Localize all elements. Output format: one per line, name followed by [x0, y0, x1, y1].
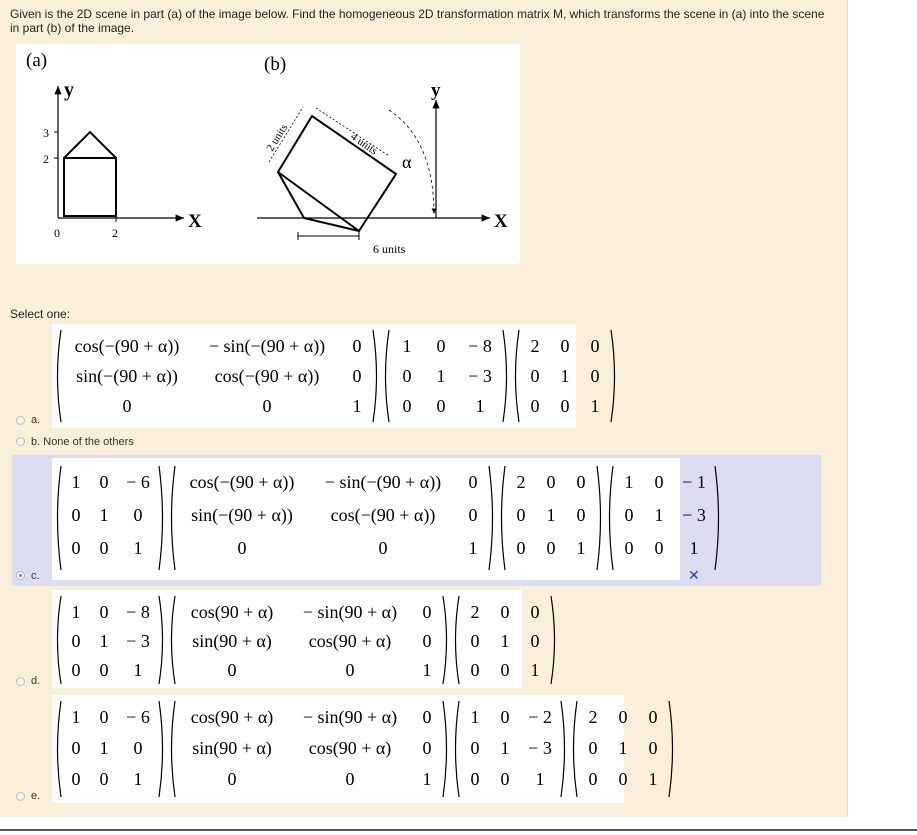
- a-tick-3: 3: [43, 126, 49, 140]
- b-label-4units: 4 units: [348, 130, 380, 158]
- option-e-matrix: [52, 695, 658, 803]
- bottom-divider: [0, 829, 917, 831]
- d-m3-cell-1-0: 0: [470, 631, 480, 651]
- c-m4-cell-2-2: 1: [689, 538, 699, 558]
- a-m1-left-bracket: [58, 330, 62, 422]
- rotated-house-body: [278, 116, 396, 231]
- d-m2-right-bracket: [443, 596, 447, 684]
- d-m1-right-bracket: [159, 596, 163, 684]
- c-m4-cell-0-0: 1: [624, 472, 634, 492]
- a-m2-cell-1-1: 1: [436, 366, 446, 386]
- e-m4-cell-2-2: 1: [648, 769, 658, 789]
- option-b-text[interactable]: [31, 436, 134, 448]
- c-m2-cell-1-1: cos(−(90 + α)): [330, 505, 436, 525]
- e-m1-cell-1-2: 0: [133, 738, 143, 758]
- c-m3-cell-1-2: 0: [576, 505, 586, 525]
- d-m1-cell-2-1: 0: [99, 660, 109, 680]
- e-m1-cell-2-2: 1: [133, 769, 143, 789]
- option-c-matrix: [52, 458, 706, 580]
- a-m2-cell-0-1: 0: [436, 336, 446, 356]
- a-m1-cell-2-1: 0: [262, 396, 272, 416]
- c-m3-cell-2-0: 0: [516, 538, 526, 558]
- a-m2-cell-2-0: 0: [402, 396, 412, 416]
- d-m1-left-bracket: [58, 596, 62, 684]
- a-y-label: y: [64, 79, 74, 101]
- incorrect-icon: ✕: [688, 567, 700, 583]
- d-m3-left-bracket: [456, 596, 460, 684]
- c-m4-cell-1-1: 1: [654, 505, 664, 525]
- a-m1-cell-0-0: cos(−(90 + α)): [74, 336, 180, 356]
- d-m3-cell-2-1: 0: [500, 660, 510, 680]
- c-m1-right-bracket: [159, 466, 163, 570]
- e-m2-left-bracket: [172, 701, 176, 797]
- a-tick-x0: 0: [54, 226, 60, 240]
- c-m2-cell-1-0: sin(−(90 + α)): [191, 505, 293, 525]
- a-m1-cell-1-0: sin(−(90 + α)): [76, 366, 178, 386]
- e-m4-left-bracket: [574, 701, 578, 797]
- option-d-formula: [52, 590, 540, 688]
- b-x-label: X: [494, 211, 508, 232]
- e-m2-cell-2-0: 0: [227, 769, 237, 789]
- e-m1-cell-1-0: 0: [71, 738, 81, 758]
- d-m3-cell-0-2: 0: [530, 602, 540, 622]
- d-m3-cell-1-1: 1: [500, 631, 510, 651]
- c-m2-cell-0-0: cos(−(90 + α)): [189, 472, 295, 492]
- e-m2-cell-2-2: 1: [422, 769, 432, 789]
- d-m3-cell-0-0: 2: [470, 602, 480, 622]
- scene-diagram: [16, 44, 520, 264]
- c-m1-cell-1-1: 1: [99, 505, 109, 525]
- option-a-letter: a.: [31, 414, 41, 426]
- a-m3-cell-2-2: 1: [590, 396, 600, 416]
- c-m2-cell-2-2: 1: [468, 538, 478, 558]
- d-m1-cell-1-1: 1: [99, 631, 109, 651]
- a-m1-cell-1-2: 0: [352, 366, 362, 386]
- c-m2-cell-2-1: 0: [378, 538, 388, 558]
- c-m1-cell-0-2: − 6: [126, 472, 150, 492]
- e-m2-right-bracket: [443, 701, 447, 797]
- c-m1-cell-2-1: 0: [99, 538, 109, 558]
- d-m3-cell-1-2: 0: [530, 631, 540, 651]
- option-a-radio[interactable]: [16, 416, 25, 425]
- e-m3-cell-0-2: − 2: [528, 707, 552, 727]
- option-a-formula: [52, 324, 600, 428]
- a-m3-cell-1-1: 1: [560, 366, 570, 386]
- a-m3-cell-1-0: 0: [530, 366, 540, 386]
- c-m1-cell-1-0: 0: [71, 505, 81, 525]
- c-m2-cell-1-2: 0: [468, 505, 478, 525]
- d-m1-cell-0-0: 1: [71, 602, 81, 622]
- a-m2-cell-2-1: 0: [436, 396, 446, 416]
- a-m3-cell-1-2: 0: [590, 366, 600, 386]
- c-m4-left-bracket: [610, 466, 614, 570]
- e-m4-cell-2-1: 0: [618, 769, 628, 789]
- d-m2-cell-2-0: 0: [227, 660, 237, 680]
- a-m1-cell-0-2: 0: [352, 336, 362, 356]
- e-m1-right-bracket: [159, 701, 163, 797]
- d-m1-cell-1-0: 0: [71, 631, 81, 651]
- d-m1-cell-2-2: 1: [133, 660, 143, 680]
- e-m1-cell-2-0: 0: [71, 769, 81, 789]
- e-m1-cell-0-0: 1: [71, 707, 81, 727]
- c-m3-cell-1-0: 0: [516, 505, 526, 525]
- b-label-6units: 6 units: [373, 242, 406, 256]
- e-m2-cell-1-0: sin(90 + α): [192, 738, 272, 758]
- c-m3-cell-1-1: 1: [546, 505, 556, 525]
- e-m2-cell-1-1: cos(90 + α): [308, 738, 392, 758]
- c-m3-right-bracket: [597, 466, 601, 570]
- option-d-matrix: [52, 590, 540, 688]
- angle-arc: [389, 110, 434, 214]
- label-b: (b): [264, 54, 287, 75]
- d-m2-cell-2-2: 1: [422, 660, 432, 680]
- c-m3-cell-0-2: 0: [576, 472, 586, 492]
- e-m3-cell-2-1: 0: [500, 769, 510, 789]
- b-y-label: y: [431, 80, 441, 101]
- option-d-letter: d.: [31, 675, 41, 687]
- a-m2-cell-2-2: 1: [475, 396, 485, 416]
- option-c-letter: c.: [31, 570, 40, 582]
- e-m1-left-bracket: [58, 701, 62, 797]
- e-m4-cell-0-0: 2: [588, 707, 598, 727]
- e-m3-cell-0-1: 0: [500, 707, 510, 727]
- option-e-letter: e.: [31, 790, 41, 802]
- a-m1-cell-2-2: 1: [352, 396, 362, 416]
- a-m2-cell-0-2: − 8: [468, 336, 492, 356]
- d-m1-cell-1-2: − 3: [126, 631, 150, 651]
- a-m2-left-bracket: [386, 330, 390, 422]
- option-e-radio[interactable]: [16, 792, 25, 801]
- c-m1-left-bracket: [58, 466, 62, 570]
- a-m2-cell-1-0: 0: [402, 366, 412, 386]
- c-m1-cell-2-2: 1: [133, 538, 143, 558]
- a-m1-cell-1-1: cos(−(90 + α)): [214, 366, 320, 386]
- d-m3-cell-2-0: 0: [470, 660, 480, 680]
- e-m3-cell-1-1: 1: [500, 738, 510, 758]
- e-m2-cell-0-0: cos(90 + α): [190, 707, 274, 727]
- d-m1-cell-0-2: − 8: [126, 602, 150, 622]
- d-m1-cell-2-0: 0: [71, 660, 81, 680]
- e-m4-cell-0-2: 0: [648, 707, 658, 727]
- option-a-matrix: [52, 324, 600, 428]
- a-m2-right-bracket: [503, 330, 507, 422]
- option-e-formula: [52, 695, 658, 803]
- e-m2-cell-0-2: 0: [422, 707, 432, 727]
- a-m3-cell-0-2: 0: [590, 336, 600, 356]
- d-m3-cell-0-1: 0: [500, 602, 510, 622]
- option-b-letter: b.: [31, 436, 41, 448]
- d-m2-cell-1-2: 0: [422, 631, 432, 651]
- house-body: [64, 158, 116, 216]
- c-m4-cell-0-2: − 1: [682, 472, 706, 492]
- c-m2-left-bracket: [172, 466, 176, 570]
- e-m3-cell-1-2: − 3: [528, 738, 552, 758]
- d-m1-cell-0-1: 0: [99, 602, 109, 622]
- c-m2-cell-2-0: 0: [237, 538, 247, 558]
- d-m2-left-bracket: [172, 596, 176, 684]
- option-d-radio[interactable]: [16, 677, 25, 686]
- a-m1-cell-2-0: 0: [122, 396, 132, 416]
- c-m1-cell-0-0: 1: [71, 472, 81, 492]
- e-m1-cell-0-2: − 6: [126, 707, 150, 727]
- e-m4-cell-1-2: 0: [648, 738, 658, 758]
- e-m4-cell-1-0: 0: [588, 738, 598, 758]
- e-m3-left-bracket: [456, 701, 460, 797]
- b-label-alpha: α: [402, 152, 412, 172]
- a-m1-cell-0-1: − sin(−(90 + α)): [208, 336, 326, 356]
- select-one-label: Select one:: [10, 307, 71, 321]
- d-m2-cell-1-0: sin(90 + α): [192, 631, 272, 651]
- c-m4-cell-2-0: 0: [624, 538, 634, 558]
- a-m3-cell-0-1: 0: [560, 336, 570, 356]
- c-m1-cell-0-1: 0: [99, 472, 109, 492]
- e-m2-cell-1-2: 0: [422, 738, 432, 758]
- house-roof: [64, 132, 116, 158]
- option-c-formula: [52, 458, 706, 580]
- a-m3-left-bracket: [516, 330, 520, 422]
- e-m3-right-bracket: [561, 701, 565, 797]
- e-m3-cell-0-0: 1: [470, 707, 480, 727]
- a-tick-2: 2: [43, 152, 49, 166]
- c-m2-right-bracket: [489, 466, 493, 570]
- e-m2-cell-0-1: − sin(90 + α): [302, 707, 398, 727]
- a-m1-right-bracket: [373, 330, 377, 422]
- a-m3-cell-2-1: 0: [560, 396, 570, 416]
- c-m2-cell-0-2: 0: [468, 472, 478, 492]
- c-m4-cell-0-1: 0: [654, 472, 664, 492]
- d-m2-cell-0-1: − sin(90 + α): [302, 602, 398, 622]
- d-m2-cell-0-2: 0: [422, 602, 432, 622]
- e-m1-cell-0-1: 0: [99, 707, 109, 727]
- c-m2-cell-0-1: − sin(−(90 + α)): [324, 472, 442, 492]
- c-m4-cell-2-1: 0: [654, 538, 664, 558]
- e-m3-cell-2-2: 1: [535, 769, 545, 789]
- c-m1-cell-1-2: 0: [133, 505, 143, 525]
- e-m3-cell-1-0: 0: [470, 738, 480, 758]
- label-a: (a): [26, 50, 48, 71]
- e-m2-cell-2-1: 0: [345, 769, 355, 789]
- d-m2-cell-1-1: cos(90 + α): [308, 631, 392, 651]
- option-c-radio[interactable]: [16, 571, 25, 580]
- e-m4-cell-1-1: 1: [618, 738, 628, 758]
- c-m3-cell-0-0: 2: [516, 472, 526, 492]
- option-b-radio[interactable]: [16, 437, 25, 446]
- d-m2-cell-2-1: 0: [345, 660, 355, 680]
- option-b-label: None of the others: [43, 436, 134, 448]
- d-m3-cell-2-2: 1: [530, 660, 540, 680]
- a-x-label: X: [188, 211, 202, 232]
- e-m1-cell-1-1: 1: [99, 738, 109, 758]
- scene-figure: [16, 44, 520, 264]
- question-text: Given is the 2D scene in part (a) of the image below. Find the homogeneous 2D transformation matrix M, which transforms the scene in (a) into the scene in part (b) of the image.: [10, 7, 825, 35]
- c-m1-cell-2-0: 0: [71, 538, 81, 558]
- c-m3-cell-2-2: 1: [576, 538, 586, 558]
- a-m3-cell-0-0: 2: [530, 336, 540, 356]
- c-m3-cell-2-1: 0: [546, 538, 556, 558]
- a-tick-x2: 2: [112, 226, 118, 240]
- e-m3-cell-2-0: 0: [470, 769, 480, 789]
- c-m4-cell-1-2: − 3: [682, 505, 706, 525]
- c-m3-cell-0-1: 0: [546, 472, 556, 492]
- c-m4-cell-1-0: 0: [624, 505, 634, 525]
- e-m4-cell-0-1: 0: [618, 707, 628, 727]
- e-m1-cell-2-1: 0: [99, 769, 109, 789]
- a-m3-cell-2-0: 0: [530, 396, 540, 416]
- a-m2-cell-0-0: 1: [402, 336, 412, 356]
- c-m3-left-bracket: [502, 466, 506, 570]
- a-m2-cell-1-2: − 3: [468, 366, 492, 386]
- e-m4-cell-2-0: 0: [588, 769, 598, 789]
- d-m2-cell-0-0: cos(90 + α): [190, 602, 274, 622]
- b-label-2units: 2 units: [264, 122, 291, 154]
